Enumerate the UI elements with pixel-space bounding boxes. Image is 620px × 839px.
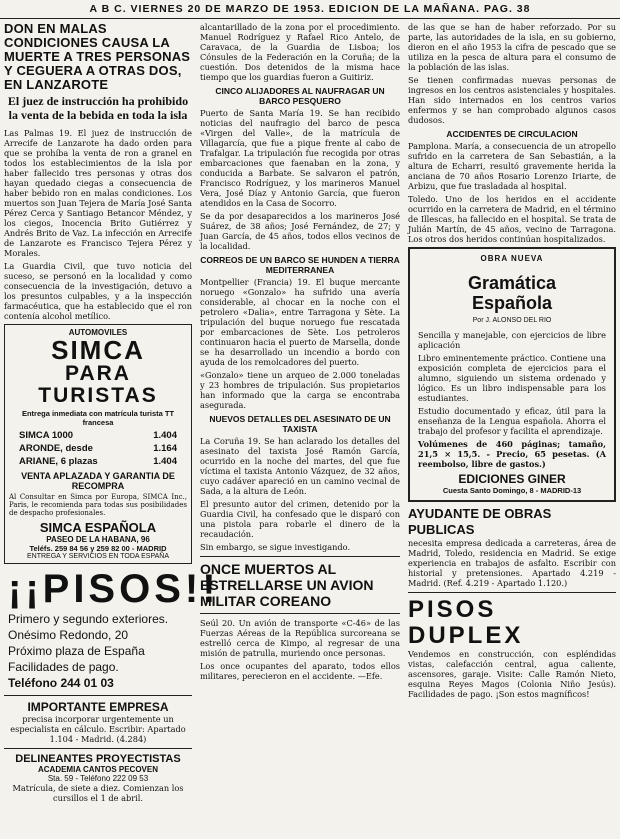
article-text: Se da por desaparecidos a los marineros José Suárez, de 38 años; José Fernández, de 27; y Juan García, de 45 años, todos ellos vecinos de la localidad. — [200, 211, 400, 251]
empresa-ad — [4, 700, 192, 744]
duplex-title: PISOS DUPLEX — [408, 596, 524, 649]
gramatica-volume: Volúmenes de 460 páginas; tamaño, 21,5 × 15,5. - Precio, 65 pesetas. (A reembolso, libre de gastos.) — [418, 439, 606, 469]
article-text: Seúl 20. Un avión de transporte «C-46» de las Fuerzas Aéreas de la República surcoreana se estrelló cerca de Kimpo, al regresar de una misión de patrulla, muriendo once personas. — [200, 618, 400, 658]
article-text: El presunto autor del crimen, detenido por la Guardia Civil, ha confesado que le disparó con una pistola para robarle el dinero de la recaudación. — [200, 499, 400, 539]
article-text: Se tienen confirmadas nuevas personas de ingresos en los centros asistenciales y hospitales. Han sido internados en los centros varios enfermos y se han comprobado algunos casos dudosos. — [408, 75, 616, 125]
gramatica-lead: Sencilla y manejable, con ejercicios de libre aplicación — [418, 330, 606, 350]
article-text: «Gonzalo» tiene un arqueo de 2.000 toneladas y 23 hombres de tripulación. Sus propietarios han informado que la carga se encontraba asegurada. — [200, 370, 400, 410]
pisos-line: Próximo plaza de España — [8, 643, 145, 658]
delineantes-address: Sta. 59 - Teléfono 222 09 53 — [47, 773, 149, 783]
gramatica-title: Gramática Española — [467, 273, 557, 313]
simca-brand: AUTOMOVILES — [68, 327, 128, 337]
gramatica-tag: OBRA NUEVA — [480, 254, 544, 263]
divider — [408, 592, 616, 593]
delineantes-ad — [4, 753, 192, 803]
divider — [200, 613, 400, 614]
article-text: alcantarillado de la zona por el procedimiento. Manuel Rodríguez y Rafael Rico Antelo, de Caravaca, de la Guardia de Lisboa; los Cónsules de la Federación en la Coruña; de la cuestión. Dos detenidos de la misma hace tiempo que los guardias fueron a Guitiriz. — [200, 22, 400, 82]
gramatica-ad — [408, 247, 616, 502]
simca-company: SIMCA ESPAÑOLA — [39, 519, 157, 535]
page-header: A B C. VIERNES 20 DE MARZO DE 1953. EDICION DE LA MAÑANA. PAG. 38 — [0, 0, 620, 19]
simca-model-row — [9, 429, 187, 442]
article-text: Sin embargo, se sigue investigando. — [200, 542, 351, 552]
simca-title: SIMCA — [51, 334, 145, 365]
simca-model-row — [9, 455, 187, 468]
simca-model-row — [9, 442, 187, 455]
duplex-text: Vendemos en construcción, con espléndidas vistas, calefacción central, agua caliente, ascensores, garaje. Visite: Calle Ramón Nieto, esquina Reyes Magos (Colonia Niño Jesús). Facilidades de pago. ¡Son estos magníficos! — [408, 649, 616, 699]
article-text: La Coruña 19. Se han aclarado los detalles del asesinato del taxista José Ramón García, ocurrido en la noche del martes, del que fue víctima el taxista Antonio Vázquez, de 32 años, cuyo cadáver apareció en un camino vecinal de Sada, a la altura de León. — [200, 436, 400, 496]
simca-lead: Entrega inmediata con matrícula turista TT francesa — [21, 408, 175, 427]
simca-service: ENTREGA Y SERVICIOS EN TODA ESPAÑA — [27, 552, 169, 560]
pisos-line: Primero y segundo exteriores. — [8, 611, 169, 626]
gramatica-text-2: Estudio documentado y eficaz, útil para la enseñanza de la Lengua española. Ahorra el trabajo del profesor y facilita el aprendizaje. — [418, 406, 606, 436]
pisos-phone: Teléfono 244 01 03 — [8, 675, 114, 690]
simca-model-price: 1.404 — [153, 455, 177, 467]
simca-model-name: ARIANE, 6 plazas — [19, 455, 98, 467]
section-heading: NUEVOS DETALLES DEL ASESINATO DE UN TAXISTA — [209, 414, 391, 434]
article-text: Los once ocupantes del aparato, todos ellos militares, perecieron en el accidente. —Efe. — [200, 661, 400, 681]
empresa-text: precisa incorporar urgentemente un especialista en cálculo. Escribir: Apartado 1.104 - Madrid. (4.284) — [10, 713, 186, 744]
section-heading: CINCO ALIJADORES AL NAUFRAGAR UN BARCO PESQUERO — [215, 86, 385, 106]
article-text: Pamplona. María, a consecuencia de un atropello sufrido en la carretera de San Sebastián, a la altura de Echarri, resultó gravemente herida la anciana de 70 años Rosario Lorenzo Iriarte, de Arbizu, que fue trasladada al hospital. — [408, 141, 616, 191]
gramatica-address: Cuesta Santo Domingo, 8 - MADRID-13 — [442, 486, 582, 495]
delineantes-academy: ACADEMIA CANTOS PECOVEN — [37, 764, 158, 774]
article-text: Puerto de Santa María 19. Se han recibido noticias del naufragio del barco de pesca «Virgen del Valle», de la matrícula de Villagarcía, que fue a pique frente al cabo de Trafalgar. La tripulación fue recogida por otras embarcaciones que faenaban en la zona, y conducida a Barbate. Se salvaron el patrón, Francisco Rodríguez, y los marineros Manuel Vera, José Díaz y Antonio García, que fueron atendidos en la Casa de Socorro. — [200, 108, 400, 208]
simca-model-price: 1.164 — [153, 442, 177, 454]
pisos-line: Facilidades de pago. — [8, 659, 119, 674]
empresa-title: IMPORTANTE EMPRESA — [27, 699, 169, 714]
pisos-line: Onésimo Redondo, 20 — [8, 627, 129, 642]
headline-ron: DON EN MALAS CONDICIONES CAUSA LA MUERTE A TRES PERSONAS Y CEGUERA A OTRAS DOS, EN LANZAROTE — [4, 21, 191, 93]
article-text: Toledo. Uno de los heridos en el accidente ocurrido en la carretera de Madrid, en el término de Illescas, ha fallecido en el hospital. Se trata de Julián Martín, de 45 años, vecino de Tarragona. Los otros dos heridos continúan hospitalizados. — [408, 194, 616, 244]
article-ron-body-2: La Guardia Civil, que tuvo noticia del suceso, se personó en la localidad y como consecuencia de la investigación, detuvo a los presuntos culpables, y a la inspección farmacéutica, que ha establecido que el ron contenía alcohol metílico. — [4, 260, 192, 321]
column-1 — [4, 21, 220, 837]
pisos-title: ¡¡PISOS!! — [8, 566, 220, 611]
gramatica-publisher: EDICIONES GINER — [458, 472, 566, 486]
article-text: Montpellier (Francia) 19. El buque mercante noruego «Gonzalo» ha sufrido una avería considerable, al chocar en la noche con el petrolero «Dalia», entre Tarragona y Sète. La tripulación del buque noruego fue rescatada por embarcaciones de Sète. Los petroleros continuaron hacia el puerto de Marsella, donde se ha desarrollado un incendio a bordo con ayuda de los remolcadores del puerto. — [200, 277, 400, 367]
simca-note: Al Consultar en Simca por Europa, SIMCA Inc., Paris, le recomienda para todas sus posibilidades de despacho profesionales. — [9, 492, 187, 517]
gramatica-text: Libro eminentemente práctico. Contiene una exposición completa de ejercicios para el alumno, siguiendo un sistema ordenado y lógico. Es un libro indispensable para los estudiantes. — [418, 353, 606, 403]
column-3 — [408, 22, 616, 837]
simca-phone: Teléfs. 259 84 56 y 259 82 00 - MADRID — [29, 543, 167, 553]
simca-model-price: 1.404 — [153, 429, 177, 441]
divider — [4, 748, 192, 749]
headline-avion: ONCE MUERTOS AL ESTRELLARSE UN AVION MILITAR COREANO — [200, 561, 374, 609]
pisos-ad — [4, 566, 220, 691]
ayudante-title: AYUDANTE DE OBRAS PUBLICAS — [408, 506, 552, 537]
simca-model-name: ARONDE, desde — [19, 442, 93, 454]
simca-model-name: SIMCA 1000 — [19, 429, 74, 441]
simca-ad — [4, 324, 192, 564]
gramatica-author: Por J. ALONSO DEL RIO — [472, 317, 552, 324]
ayudante-text: necesita empresa dedicada a carreteras, área de Madrid, Toledo, residencia en Madrid. Se exige experiencia en trabajos de asfalto. Escribir con historial y pretensiones. Apartado 4.219 - Madrid. (Ref. 4.219 - Apartado 1.120.) — [408, 538, 616, 588]
simca-subtitle: PARA TURISTAS — [38, 361, 158, 407]
section-heading: ACCIDENTES DE CIRCULACION — [446, 129, 578, 139]
article-ron-body: Las Palmas 19. El juez de instrucción de Arrecife de Lanzarote ha dado orden para que se prohíba la venta de ron a granel en todos los establecimientos de la isla por haber fallecido tres personas y otras dos hayan quedado ciegas a consecuencia de haber bebido ron en malas condiciones. Los muertos son Juan Tejera de María José Santa Pérez Cerca y Santiago Betancor Méndez, y los ciegos, Inocencia Brito Gutiérrez y Andrés Brito de Vaz. La infección en Arrecife de Lanzarote es Francisco Tejera Pérez y Morales. — [4, 127, 192, 258]
simca-address: PASEO DE LA HABANA, 96 — [46, 534, 150, 544]
column-2 — [200, 22, 400, 837]
simca-sale: VENTA APLAZADA Y GARANTIA DE RECOMPRA — [21, 470, 175, 491]
divider — [4, 695, 192, 696]
subhead-ron: El juez de instrucción ha prohibido la venta de la bebida en toda la isla — [7, 94, 189, 122]
delineantes-title: DELINEANTES PROYECTISTAS — [15, 752, 181, 765]
article-text: de las que se han de haber reforzado. Por su parte, las autoridades de la isla, en su gobierno, dieron en el año 1953 la cifra de pescado que se utiliza en la pesca de altura para el consumo de la población de las islas. — [408, 22, 616, 72]
delineantes-note: Matrícula, de siete a diez. Comienzan los cursillos el 1 de abril. — [12, 782, 184, 803]
divider — [200, 556, 400, 557]
section-heading: CORREOS DE UN BARCO SE HUNDEN A TIERRA MEDITERRANEA — [200, 255, 400, 275]
